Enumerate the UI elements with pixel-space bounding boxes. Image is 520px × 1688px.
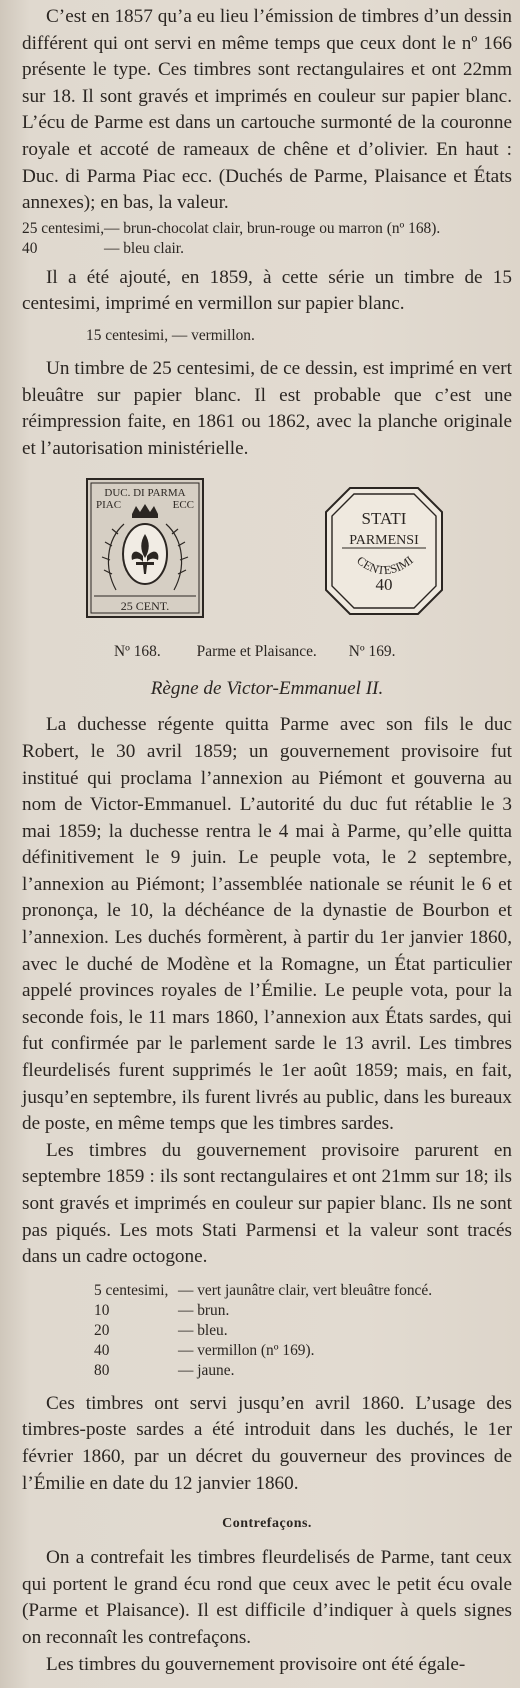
list-desc: — bleu clair. — [104, 239, 184, 257]
list-item — [22, 219, 512, 239]
section-heading-contrefacons: Contrefaçons. — [222, 1516, 312, 1532]
list-item — [94, 1361, 512, 1381]
list-value: 40 — [22, 239, 38, 257]
paragraph-duchess: La duchesse régente quitta Parme avec son fils le duc Robert, le 30 avril 1859; un gouvernement provisoire fut institué qui proclama l’annexion au Piémont et gouverna au nom de Victor-Emmanuel. L’autorité du duc fut rétablie le 3 mai 1859; la duchesse rentra le 4 mai à Parme, qu’elle quitta définitivement le 9 juin. Le peuple vota, le 2 septembre, l’annexion au Piémont; l’assemblée nationale se réunit le 6 et prononça, le 10, la déchéance de la dynastie de Bourbon et l’annexion. Les duchés formèrent, à partir du 1er janvier 1860, avec le duché de Modène et la Romagne, un État particulier appelé provinces royales de l’Émilie. Le peuple vota, pour la seconde fois, le 11 mars 1860, l’annexion aux États sardes, qui fut confirmée par le parlement sarde le 13 avril. Les timbres fleurdelisés furent supprimés le 1er août 1859; mais, en fait, jusqu’en septembre, ils furent livrés au public, dans les bureaux de poste, en même temps que les timbres sardes. — [22, 714, 512, 1135]
stamp-169-arc-text: CENTESIMI — [354, 553, 416, 578]
stamp-illustrations — [22, 472, 512, 642]
stamp-168-value: 25 CENT. — [120, 599, 170, 614]
list-value: 40 — [94, 1341, 110, 1359]
section-heading-reign: Règne de Victor-Emmanuel II. — [150, 678, 384, 700]
list-value: 5 centesimi, — [94, 1281, 169, 1299]
figure-captions — [22, 642, 512, 662]
list-value: 20 — [94, 1321, 110, 1339]
intro-paragraph: C’est en 1857 qu’a eu lieu l’émission de timbres d’un dessin différent qui ont servi en même temps que ceux dont le nº 166 présente le type. Ces timbres sont rectangulaires et ont 22mm sur 18. Il sont gravés et imprimés en couleur sur papier blanc. L’écu de Parme est dans un cartouche surmonté de la couronne royale et accoté de rameaux de chêne et d’olivier. En haut : Duc. di Parma Piac ecc. (Duchés de Parme, Plaisance et États annexes); en bas, la valeur. — [22, 6, 512, 214]
list-desc: — vert jaunâtre clair, vert bleuâtre foncé. — [178, 1281, 433, 1299]
list-desc: — bleu. — [178, 1321, 228, 1339]
paragraph-contrefacons: On a contrefait les timbres fleurdelisés de Parme, tant ceux qui portent le grand écu rond que ceux avec le petit écu ovale (Parme et Plaisance). Il est difficile d’indiquer à quels signes on reconnaît les contrefaçons. — [22, 1547, 512, 1648]
price-list-1859: 15 centesimi, — vermillon. — [86, 326, 255, 344]
price-list-1857 — [22, 219, 512, 259]
stamp-168-top-text: DUC. DI PARMA — [104, 487, 186, 500]
paragraph-reprint: Un timbre de 25 centesimi, de ce dessin, est imprimé en vert bleuâtre sur papier blanc. Il est probable que c’est une réimpression faite, en 1861 ou 1862, avec la planche originale et l’autorisation ministérielle. — [22, 357, 512, 459]
list-item — [22, 239, 512, 259]
list-value: 80 — [94, 1361, 110, 1379]
list-desc: — brun-chocolat clair, brun-rouge ou marron (nº 168). — [104, 219, 441, 237]
caption-169: Nº 169. — [348, 643, 396, 661]
paragraph-1859: Il a été ajouté, en 1859, à cette série un timbre de 15 centesimi, imprimé en vermillon sur papier blanc. — [22, 266, 512, 315]
stamp-168-right-text: ECC — [172, 499, 194, 512]
stamp-169-line1: STATI — [361, 509, 407, 529]
list-value: 10 — [94, 1301, 110, 1319]
caption-parme-plaisance: Parme et Plaisance. — [196, 643, 317, 661]
caption-168: Nº 168. — [114, 643, 161, 661]
stamp-169-image — [324, 486, 444, 616]
stamp-169-line2: PARMENSI — [349, 533, 419, 549]
list-desc: — brun. — [178, 1301, 230, 1319]
list-item — [94, 1321, 512, 1341]
stamp-168-left-text: PIAC — [96, 499, 122, 512]
list-desc: — vermillon (nº 169). — [178, 1341, 315, 1359]
list-item — [94, 1281, 512, 1301]
list-desc: — jaune. — [178, 1361, 235, 1379]
paragraph-provisional-govt: Les timbres du gouvernement provisoire parurent en septembre 1859 : ils sont rectangulaires et ont 21mm sur 18; ils sont gravés et imprimés en couleur sur papier blanc. Ils ne sont pas piqués. Les mots Stati Parmensi et la valeur sont tracés dans un cadre octogone. — [22, 1139, 512, 1268]
price-list-provisional — [94, 1281, 512, 1381]
stamp-169-value: 40 — [375, 575, 393, 595]
stamp-168-image — [86, 478, 204, 618]
paragraph-april-1860: Ces timbres ont servi jusqu’en avril 1860. L’usage des timbres-poste sardes a été introduit dans les duchés, le 1er février 1860, par un décret du gouverneur des provinces de l’Émilie en date du 12 janvier 1860. — [22, 1392, 512, 1494]
paragraph-last: Les timbres du gouvernement provisoire ont été égale- — [46, 1653, 466, 1675]
list-item — [94, 1341, 512, 1361]
list-item — [94, 1301, 512, 1321]
list-value: 25 centesimi, — [22, 219, 105, 237]
